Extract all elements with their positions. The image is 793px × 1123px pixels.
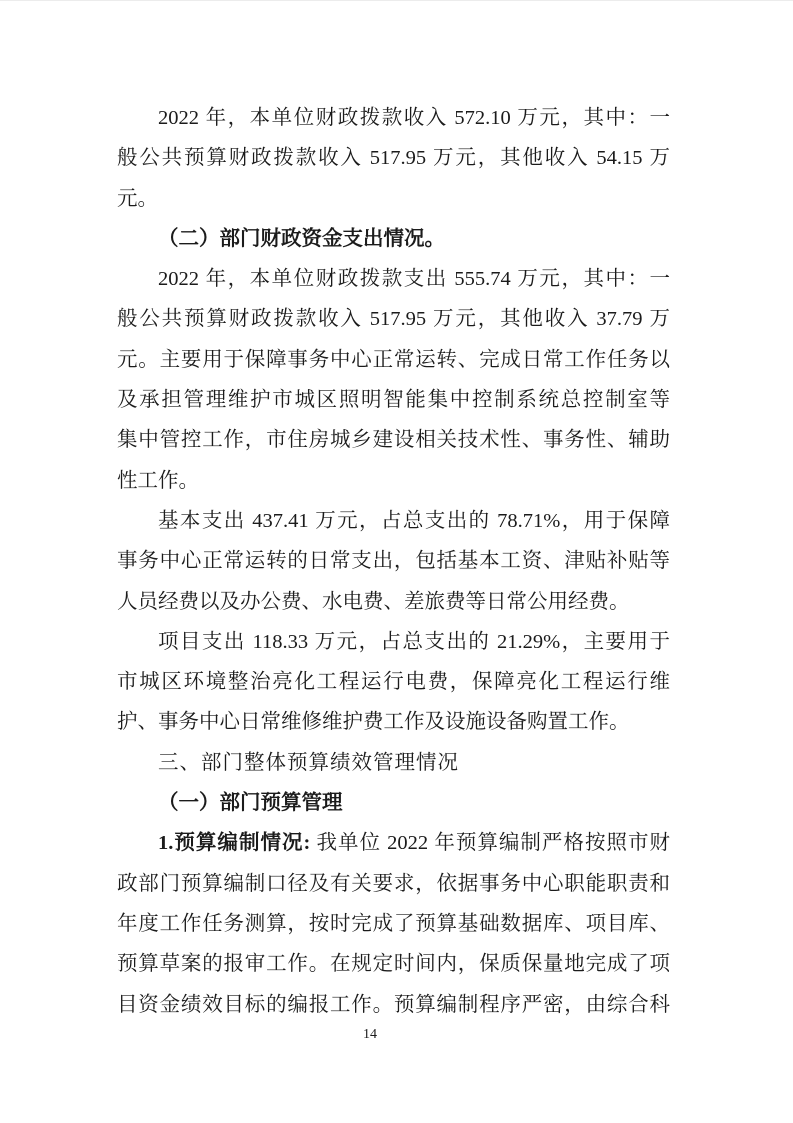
text-run: 性工作。 <box>117 469 199 492</box>
text-run: 人员经费以及办公费、水电费、差旅费等日常公用经费。 <box>117 590 630 613</box>
para-project-expense-line-1 <box>117 622 670 662</box>
bold-text-run: （一）部门预算管理 <box>158 792 343 815</box>
text-run: 市城区环境整治亮化工程运行电费，保障亮化工程运行维 <box>117 671 670 694</box>
text-run: 般公共预算财政拨款收入 517.95 万元，其他收入 37.79 万 <box>117 308 670 331</box>
text-run: 集中管控工作，市住房城乡建设相关技术性、事务性、辅助 <box>117 429 670 452</box>
text-run: 事务中心正常运转的日常支出，包括基本工资、津贴补贴等 <box>117 550 670 573</box>
text-run: 预算草案的报审工作。在规定时间内，保质保量地完成了项 <box>117 953 670 976</box>
text-run: 项目支出 118.33 万元，占总支出的 21.29%，主要用于 <box>158 630 670 653</box>
text-run: 我单位 2022 年预算编制严格按照市财 <box>310 832 671 855</box>
para-budget-prep-line-4 <box>117 944 670 984</box>
para-project-expense-line-3 <box>117 702 670 742</box>
page-number: 14 <box>363 1027 377 1042</box>
para-budget-prep-line-1 <box>117 823 670 863</box>
text-run: 元。主要用于保障事务中心正常运转、完成日常工作任务以 <box>117 348 670 371</box>
text-run: 2022 年，本单位财政拨款收入 572.10 万元，其中：一 <box>158 107 670 129</box>
para-expenditure-line-2 <box>117 299 670 339</box>
para-basic-expense-line-3 <box>117 582 670 622</box>
text-run: 2022 年，本单位财政拨款支出 555.74 万元，其中：一 <box>158 268 670 291</box>
para-fiscal-income-line-2 <box>117 138 670 178</box>
text-run: 元。 <box>117 187 158 210</box>
para-project-expense-line-2 <box>117 662 670 702</box>
para-expenditure-line-5 <box>117 420 670 460</box>
para-basic-expense-line-1 <box>117 501 670 541</box>
text-run: 目资金绩效目标的编报工作。预算编制程序严密，由综合科 <box>117 993 670 1016</box>
document-body <box>117 98 670 1025</box>
page-footer <box>0 1027 740 1043</box>
para-basic-expense-line-2 <box>117 541 670 581</box>
text-run: 基本支出 437.41 万元，占总支出的 78.71%，用于保障 <box>158 509 670 532</box>
bold-text-run: 1.预算编制情况: <box>158 832 311 855</box>
para-expenditure-line-4 <box>117 380 670 420</box>
text-run: 般公共预算财政拨款收入 517.95 万元，其他收入 54.15 万 <box>117 147 670 170</box>
para-budget-prep-line-5 <box>117 985 670 1025</box>
section-heading-performance <box>117 743 670 783</box>
bold-text-run: （二）部门财政资金支出情况。 <box>158 227 445 250</box>
text-run: 政部门预算编制口径及有关要求，依据事务中心职能职责和 <box>117 872 670 895</box>
subsection-heading-budget-management <box>117 783 670 823</box>
para-expenditure-line-3 <box>117 340 670 380</box>
section-heading-expenditure <box>117 219 670 259</box>
para-fiscal-income-line-3 <box>117 179 670 219</box>
para-expenditure-line-1 <box>117 259 670 299</box>
para-budget-prep-line-2 <box>117 864 670 904</box>
para-expenditure-line-6 <box>117 461 670 501</box>
text-run: 年度工作任务测算，按时完成了预算基础数据库、项目库、 <box>117 912 670 935</box>
para-budget-prep-line-3 <box>117 904 670 944</box>
para-fiscal-income-line-1 <box>117 98 670 138</box>
heading-text-run: 三、部门整体预算绩效管理情况 <box>158 750 459 774</box>
text-run: 及承担管理维护市城区照明智能集中控制系统总控制室等 <box>117 389 670 412</box>
text-run: 护、事务中心日常维修维护费工作及设施设备购置工作。 <box>117 711 630 734</box>
